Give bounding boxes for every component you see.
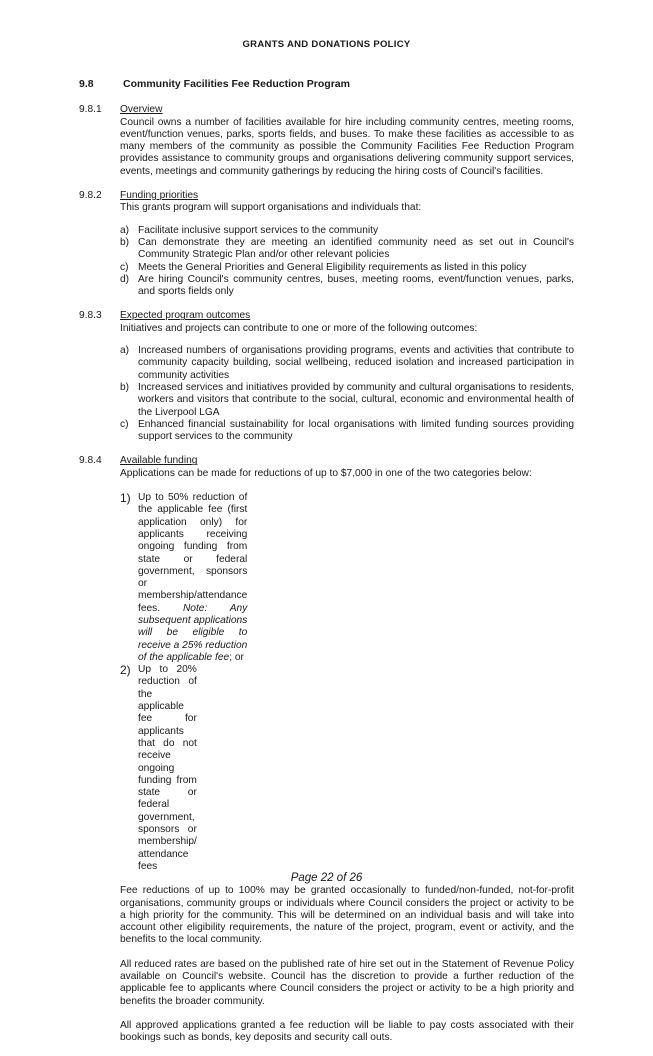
list-item: c) Enhanced financial sustainability for local organisations with limited funding sources providing support services to the community: [120, 418, 574, 443]
subsection-funding-priorities: [79, 190, 574, 298]
section-title: Community Facilities Fee Reduction Program: [123, 78, 350, 90]
funding-priorities-intro: This grants program will support organisations and individuals that:: [120, 202, 422, 214]
list-item: b) Increased services and initiatives provided by community and cultural organisations to residents, workers and visitors that contribute to the social, cultural, economic and environmental health of the Liverpool LGA: [120, 381, 574, 418]
page-number: Page 22 of 26: [290, 872, 363, 884]
list-item: a) Increased numbers of organisations providing programs, events and activities that contribute to community capacity building, social wellbeing, reduced isolation and increased participation in community activities: [120, 345, 574, 381]
subsection-number: 9.8.2: [79, 190, 102, 202]
subsection-available-funding: [79, 455, 574, 1044]
list-item: 1) Up to 50% reduction of the applicable fee (first application only) for applicants receiving ongoing funding from state or federal government, sponsors or membership/attendance fees. Note: Any subsequent applications will be eligible to receive a 25% reduction of the applicable fee; or: [120, 491, 248, 663]
list-item: d) Are hiring Council's community centres, buses, meeting rooms, event/function venues, parks, and sports fields only: [120, 273, 574, 298]
subsection-outcomes: [79, 310, 574, 443]
available-funding-intro: Applications can be made for reductions of up to $7,000 in one of the two categories below:: [120, 467, 532, 479]
outcomes-intro: Initiatives and projects can contribute to one or more of the following outcomes:: [120, 322, 478, 334]
list-item: c) Meets the General Priorities and General Eligibility requirements as listed in this policy: [120, 261, 527, 273]
subsection-number: 9.8.1: [79, 104, 102, 116]
funding-priorities-list: [120, 225, 574, 299]
section-heading: [79, 78, 574, 90]
section-number: 9.8: [79, 78, 94, 90]
subsection-overview: [79, 104, 574, 178]
overview-text: Council owns a number of facilities available for hire including community centres, meeting rooms, event/function venues, parks, sports fields, and buses. To make these facilities as accessible to as many members of the community as possible the Community Facilities Fee Reduction Program provides assistance to community groups and organisations delivering community support services, events, meetings and community gatherings by reducing the hiring costs of Council's facilities.: [120, 116, 574, 177]
subsection-number: 9.8.4: [79, 455, 102, 467]
note-text: Note: Any subsequent applications will be eligible to receive a 25% reduction of the applicable fee: [138, 602, 248, 663]
outcomes-list: [120, 345, 574, 443]
subsection-number: 9.8.3: [79, 310, 102, 322]
document-content: [79, 78, 574, 1056]
document-header: GRANTS AND DONATIONS POLICY: [242, 39, 411, 50]
paragraph: All approved applications granted a fee reduction will be liable to pay costs associated with their bookings such as bonds, key deposits and security call outs.: [120, 1019, 574, 1044]
subsection-title: Funding priorities: [120, 190, 199, 202]
subsection-title: Expected program outcomes: [120, 310, 251, 322]
list-item: b) Can demonstrate they are meeting an identified community need as set out in Council's Community Strategic Plan and/or other relevant policies: [120, 236, 574, 261]
funding-categories-list: [120, 491, 248, 873]
paragraph: Fee reductions of up to 100% may be granted occasionally to funded/non-funded, not-for-profit organisations, community groups or individuals where Council considers the project or activity to be a high priority for the community. This will be determined on an individual basis and will take into account other eligibility requirements, the nature of the project, program, event or activity, and the benefits to the local community.: [120, 885, 574, 946]
list-item: 2) Up to 20% reduction of the applicable fee for applicants that do not receive ongoing funding from state or federal government, sponsors or membership/ attendance fees: [120, 663, 197, 872]
subsection-title: Overview: [120, 104, 163, 116]
subsection-title: Available funding: [120, 455, 198, 467]
paragraph: All reduced rates are based on the published rate of hire set out in the Statement of Revenue Policy available on Council's website. Council has the discretion to provide a further reduction of the applicable fee to applicants where Council considers the project or activity to be a high priority and benefits the broader community.: [120, 958, 574, 1007]
list-item: a) Facilitate inclusive support services to the community: [120, 224, 379, 236]
